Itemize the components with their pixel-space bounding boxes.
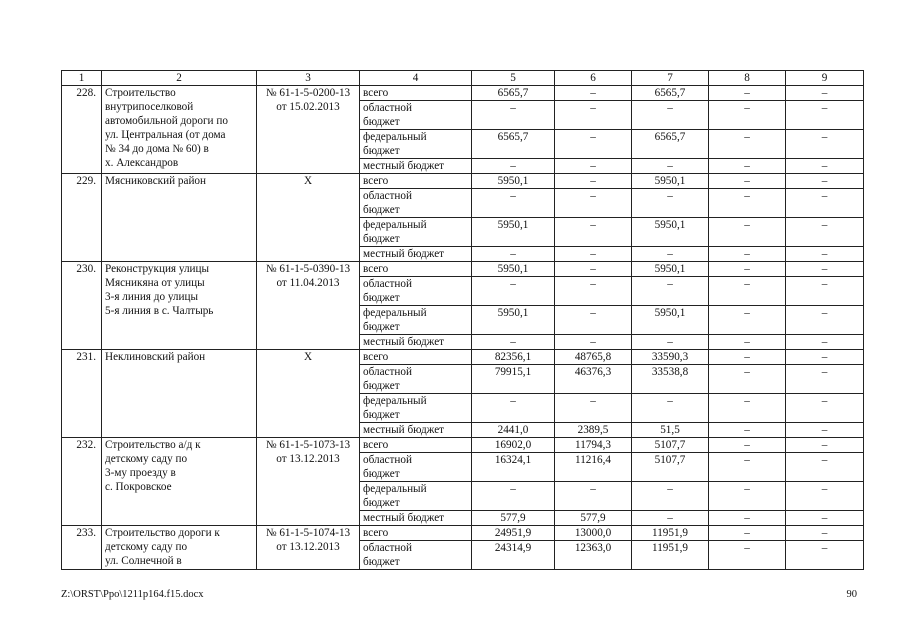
cell-line: Неклиновский район — [105, 351, 206, 363]
value-cell: – — [709, 365, 786, 394]
cell-line: бюджет — [363, 497, 400, 509]
value-cell: – — [786, 189, 864, 218]
value-cell: 6565,7 — [472, 86, 555, 101]
value-cell: – — [786, 526, 864, 541]
value-cell: – — [786, 101, 864, 130]
value-cell: – — [786, 159, 864, 174]
table-row — [62, 86, 864, 101]
value-cell: 24951,9 — [472, 526, 555, 541]
value-cell: 577,9 — [555, 511, 632, 526]
value-cell: – — [786, 423, 864, 438]
value-cell: – — [472, 159, 555, 174]
cell-line: всего — [363, 439, 389, 451]
value-cell: – — [709, 526, 786, 541]
funding-source — [360, 453, 472, 482]
funding-source — [360, 438, 472, 453]
cell-line: всего — [363, 527, 389, 539]
value-cell: 5950,1 — [632, 262, 709, 277]
object-name — [102, 350, 257, 438]
table-row — [62, 438, 864, 453]
value-cell: – — [632, 511, 709, 526]
cell-line: всего — [363, 87, 389, 99]
cell-line: 3-му проезду в — [105, 467, 176, 479]
cell-line: Реконструкция улицы — [105, 263, 210, 275]
value-cell: – — [786, 511, 864, 526]
value-cell: 11951,9 — [632, 526, 709, 541]
value-cell: – — [555, 130, 632, 159]
value-cell: – — [709, 453, 786, 482]
value-cell: – — [632, 101, 709, 130]
cell-line: областной — [363, 190, 412, 202]
cell-line: Строительство а/д к — [105, 439, 201, 451]
cell-line: от 13.12.2013 — [276, 541, 340, 553]
col-header: 7 — [632, 71, 709, 86]
value-cell: – — [709, 277, 786, 306]
cell-line: местный бюджет — [363, 248, 445, 260]
value-cell: – — [472, 247, 555, 262]
cell-line: бюджет — [363, 321, 400, 333]
funding-source — [360, 86, 472, 101]
table-row — [62, 174, 864, 189]
value-cell: – — [709, 438, 786, 453]
value-cell: – — [786, 306, 864, 335]
funding-source — [360, 541, 472, 570]
cell-line: от 13.12.2013 — [276, 453, 340, 465]
cell-line: областной — [363, 542, 412, 554]
cell-line: № 61-1-5-0390-13 — [265, 263, 351, 275]
value-cell: 51,5 — [632, 423, 709, 438]
col-header: 5 — [472, 71, 555, 86]
value-cell: – — [472, 101, 555, 130]
value-cell: – — [786, 453, 864, 482]
cell-line: местный бюджет — [363, 512, 445, 524]
value-cell: – — [786, 247, 864, 262]
funding-source — [360, 482, 472, 511]
col-header: 2 — [102, 71, 257, 86]
cell-line: бюджет — [363, 409, 400, 421]
funding-source — [360, 365, 472, 394]
value-cell: – — [709, 541, 786, 570]
funding-source — [360, 394, 472, 423]
value-cell: 5950,1 — [632, 174, 709, 189]
value-cell: – — [555, 482, 632, 511]
col-header: 3 — [257, 71, 360, 86]
cell-line: федеральный — [363, 307, 427, 319]
cell-line: Строительство — [105, 87, 176, 99]
cell-line: от 11.04.2013 — [276, 277, 340, 289]
document-ref — [257, 174, 360, 262]
cell-line: внутрипоселковой — [105, 101, 194, 113]
row-number: 230. — [62, 262, 102, 350]
funding-source — [360, 350, 472, 365]
document-ref — [257, 350, 360, 438]
value-cell: – — [709, 423, 786, 438]
value-cell: – — [709, 130, 786, 159]
value-cell: – — [555, 247, 632, 262]
cell-line: федеральный — [363, 395, 427, 407]
cell-line: х. Александров — [105, 157, 179, 169]
object-name — [102, 438, 257, 526]
value-cell: – — [632, 482, 709, 511]
value-cell: 11216,4 — [555, 453, 632, 482]
value-cell: – — [555, 189, 632, 218]
value-cell: 5950,1 — [632, 218, 709, 247]
value-cell: 16324,1 — [472, 453, 555, 482]
col-header: 6 — [555, 71, 632, 86]
cell-line: № 61-1-5-1073-13 — [265, 439, 351, 451]
value-cell: – — [472, 189, 555, 218]
cell-line: областной — [363, 102, 412, 114]
value-cell: 24314,9 — [472, 541, 555, 570]
value-cell: 6565,7 — [632, 130, 709, 159]
data-table — [61, 70, 864, 570]
value-cell: – — [632, 335, 709, 350]
value-cell: – — [555, 306, 632, 335]
cell-line: областной — [363, 454, 412, 466]
value-cell: – — [709, 511, 786, 526]
value-cell: – — [709, 394, 786, 423]
value-cell: – — [555, 101, 632, 130]
value-cell: – — [472, 277, 555, 306]
value-cell: 5107,7 — [632, 438, 709, 453]
value-cell: – — [555, 394, 632, 423]
table-row — [62, 526, 864, 541]
value-cell: 577,9 — [472, 511, 555, 526]
value-cell: 5950,1 — [472, 174, 555, 189]
value-cell: 79915,1 — [472, 365, 555, 394]
value-cell: – — [555, 174, 632, 189]
value-cell: – — [555, 218, 632, 247]
value-cell: 6565,7 — [472, 130, 555, 159]
cell-line: бюджет — [363, 292, 400, 304]
value-cell: – — [472, 335, 555, 350]
cell-line: Х — [303, 351, 313, 363]
value-cell: – — [786, 482, 864, 511]
value-cell: – — [709, 218, 786, 247]
table-row — [62, 350, 864, 365]
cell-line: № 61-1-5-1074-13 — [265, 527, 351, 539]
cell-line: всего — [363, 175, 389, 187]
funding-source — [360, 159, 472, 174]
value-cell: 46376,3 — [555, 365, 632, 394]
cell-line: всего — [363, 263, 389, 275]
funding-source — [360, 130, 472, 159]
funding-source — [360, 306, 472, 335]
cell-line: 5-я линия в с. Чалтырь — [105, 305, 214, 317]
value-cell: – — [472, 482, 555, 511]
value-cell: 5950,1 — [472, 262, 555, 277]
value-cell: 5107,7 — [632, 453, 709, 482]
file-path: Z:\ORST\Ppo\1211p164.f15.docx — [61, 589, 204, 600]
value-cell: 5950,1 — [632, 306, 709, 335]
funding-source — [360, 511, 472, 526]
cell-line: областной — [363, 278, 412, 290]
value-cell: 11794,3 — [555, 438, 632, 453]
cell-line: федеральный — [363, 483, 427, 495]
col-header: 4 — [360, 71, 472, 86]
funding-source — [360, 101, 472, 130]
value-cell: – — [709, 86, 786, 101]
value-cell: – — [786, 365, 864, 394]
value-cell: – — [786, 277, 864, 306]
cell-line: ул. Солнечной в — [105, 555, 182, 567]
cell-line: автомобильной дороги по — [105, 115, 228, 127]
value-cell: 82356,1 — [472, 350, 555, 365]
value-cell: 12363,0 — [555, 541, 632, 570]
cell-line: бюджет — [363, 233, 400, 245]
funding-source — [360, 247, 472, 262]
value-cell: – — [786, 130, 864, 159]
document-ref — [257, 262, 360, 350]
cell-line: с. Покровское — [105, 481, 172, 493]
value-cell: 48765,8 — [555, 350, 632, 365]
cell-line: детскому саду по — [105, 453, 188, 465]
value-cell: – — [632, 247, 709, 262]
funding-source — [360, 174, 472, 189]
value-cell: 2441,0 — [472, 423, 555, 438]
value-cell: – — [555, 86, 632, 101]
value-cell: 33590,3 — [632, 350, 709, 365]
cell-line: № 61-1-5-0200-13 — [265, 87, 351, 99]
object-name — [102, 526, 257, 570]
value-cell: – — [709, 159, 786, 174]
cell-line: бюджет — [363, 145, 400, 157]
document-ref — [257, 438, 360, 526]
value-cell: – — [786, 350, 864, 365]
cell-line: местный бюджет — [363, 160, 445, 172]
value-cell: – — [555, 335, 632, 350]
value-cell: – — [786, 218, 864, 247]
document-ref — [257, 86, 360, 174]
value-cell: – — [786, 262, 864, 277]
value-cell: – — [632, 189, 709, 218]
funding-source — [360, 423, 472, 438]
row-number: 231. — [62, 350, 102, 438]
col-header: 1 — [62, 71, 102, 86]
header-row — [62, 71, 864, 86]
col-header: 9 — [786, 71, 864, 86]
value-cell: – — [709, 335, 786, 350]
cell-line: от 15.02.2013 — [276, 101, 340, 113]
funding-source — [360, 526, 472, 541]
row-number: 228. — [62, 86, 102, 174]
cell-line: Мясниковский район — [105, 175, 207, 187]
cell-line: № 34 до дома № 60) в — [105, 143, 209, 155]
cell-line: детскому саду по — [105, 541, 188, 553]
cell-line: бюджет — [363, 116, 400, 128]
cell-line: областной — [363, 366, 412, 378]
value-cell: – — [632, 277, 709, 306]
cell-line: федеральный — [363, 131, 427, 143]
value-cell: 2389,5 — [555, 423, 632, 438]
funding-source — [360, 335, 472, 350]
row-number: 233. — [62, 526, 102, 570]
value-cell: – — [786, 394, 864, 423]
value-cell: 5950,1 — [472, 218, 555, 247]
value-cell: 5950,1 — [472, 306, 555, 335]
value-cell: – — [786, 335, 864, 350]
object-name — [102, 86, 257, 174]
cell-line: Строительство дороги к — [105, 527, 220, 539]
object-name — [102, 174, 257, 262]
cell-line: бюджет — [363, 380, 400, 392]
col-header: 8 — [709, 71, 786, 86]
value-cell: – — [709, 262, 786, 277]
value-cell: 11951,9 — [632, 541, 709, 570]
value-cell: – — [472, 394, 555, 423]
cell-line: всего — [363, 351, 389, 363]
value-cell: – — [709, 482, 786, 511]
value-cell: – — [786, 438, 864, 453]
cell-line: Мясникяна от улицы — [105, 277, 205, 289]
cell-line: бюджет — [363, 556, 400, 568]
value-cell: – — [632, 394, 709, 423]
object-name — [102, 262, 257, 350]
value-cell: – — [786, 541, 864, 570]
value-cell: – — [709, 306, 786, 335]
funding-source — [360, 277, 472, 306]
value-cell: 33538,8 — [632, 365, 709, 394]
row-number: 232. — [62, 438, 102, 526]
page-number: 90 — [846, 589, 857, 600]
cell-line: местный бюджет — [363, 336, 445, 348]
cell-line: Х — [303, 175, 313, 187]
row-number: 229. — [62, 174, 102, 262]
cell-line: федеральный — [363, 219, 427, 231]
value-cell: – — [555, 277, 632, 306]
cell-line: бюджет — [363, 468, 400, 480]
value-cell: – — [786, 174, 864, 189]
value-cell: – — [709, 350, 786, 365]
value-cell: 16902,0 — [472, 438, 555, 453]
funding-source — [360, 218, 472, 247]
cell-line: местный бюджет — [363, 424, 445, 436]
value-cell: – — [555, 159, 632, 174]
value-cell: – — [709, 247, 786, 262]
cell-line: 3-я линия до улицы — [105, 291, 199, 303]
funding-source — [360, 262, 472, 277]
funding-source — [360, 189, 472, 218]
value-cell: – — [709, 189, 786, 218]
cell-line: ул. Центральная (от дома — [105, 129, 226, 141]
cell-line: бюджет — [363, 204, 400, 216]
value-cell: – — [632, 159, 709, 174]
value-cell: 6565,7 — [632, 86, 709, 101]
value-cell: – — [709, 101, 786, 130]
table-row — [62, 262, 864, 277]
value-cell: – — [709, 174, 786, 189]
value-cell: 13000,0 — [555, 526, 632, 541]
value-cell: – — [786, 86, 864, 101]
document-ref — [257, 526, 360, 570]
value-cell: – — [555, 262, 632, 277]
